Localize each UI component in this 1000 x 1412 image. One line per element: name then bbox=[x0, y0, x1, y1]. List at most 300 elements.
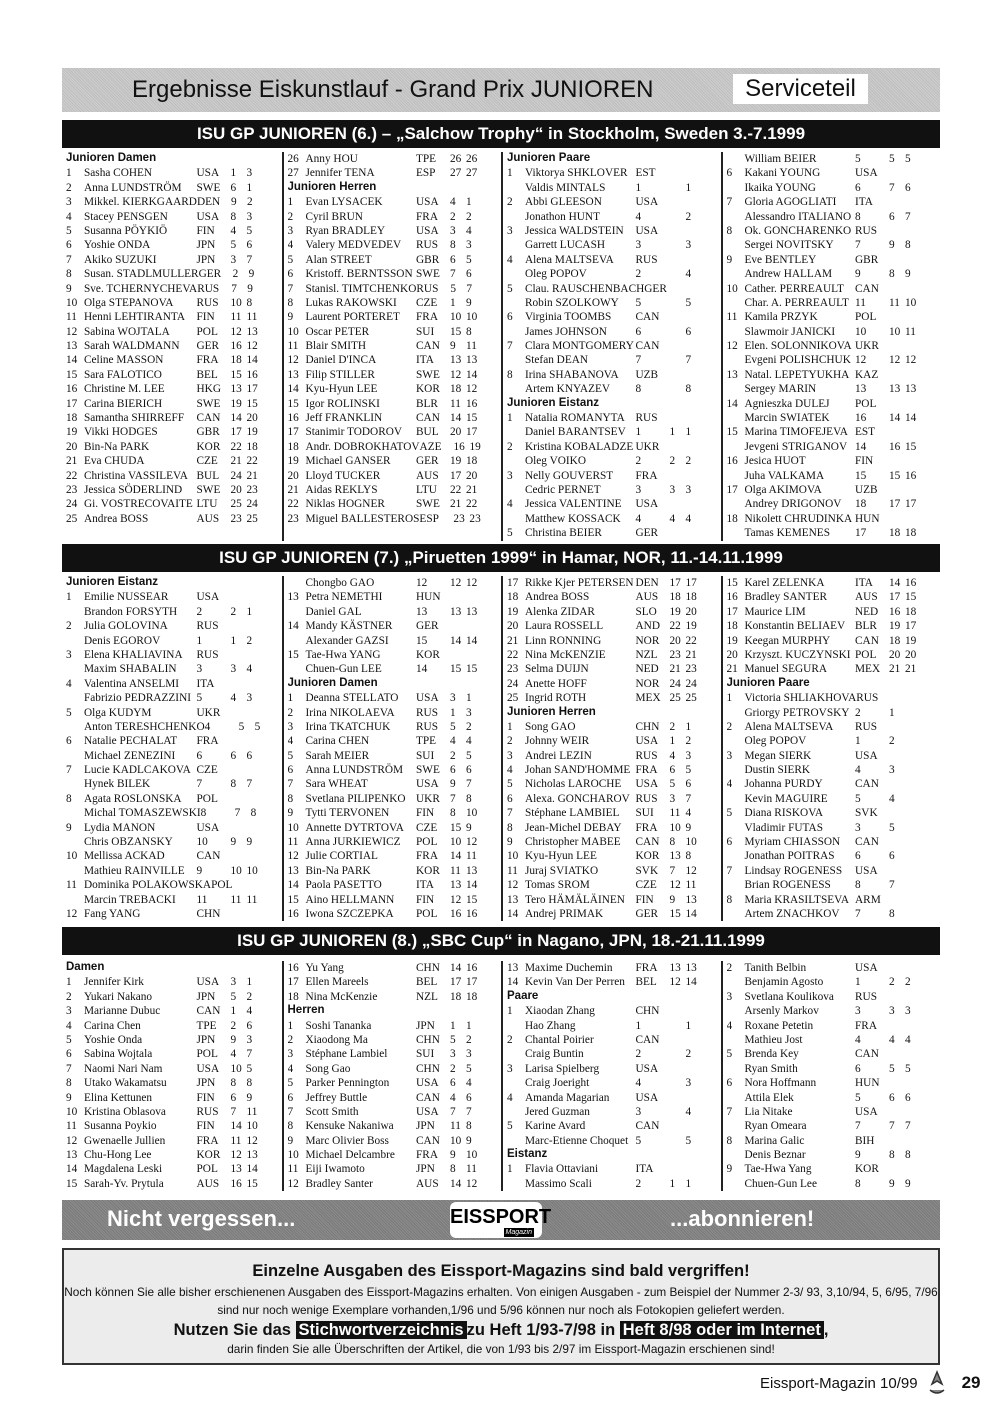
cell-score-2: 19 bbox=[905, 634, 917, 647]
cell-score-1: 13 bbox=[450, 605, 462, 618]
cell-score-1 bbox=[889, 310, 905, 324]
cell-score-2: 5 bbox=[254, 720, 261, 733]
cell-score-1 bbox=[889, 990, 905, 1004]
cell-score-1: 1 bbox=[230, 1005, 237, 1018]
cell-rank: 4 bbox=[287, 239, 294, 252]
cell-nation: POL bbox=[196, 1048, 218, 1061]
cell-score-3 bbox=[482, 325, 498, 339]
cell-nation: LTU bbox=[196, 498, 218, 511]
cell-score-3 bbox=[921, 763, 937, 777]
result-row bbox=[507, 821, 718, 835]
cell-score-2 bbox=[905, 397, 921, 411]
cell-rank: 21 bbox=[66, 455, 78, 468]
cell-rank: 4 bbox=[287, 735, 294, 748]
cell-name: Jeff FRANKLIN bbox=[305, 412, 383, 425]
cell-name: Oscar PETER bbox=[305, 325, 370, 338]
result-row bbox=[507, 662, 718, 676]
cell-name: Marianne Dubuc bbox=[84, 1005, 161, 1018]
result-row bbox=[66, 763, 279, 777]
cell-name: Fang YANG bbox=[84, 907, 141, 920]
cell-rank: 11 bbox=[287, 836, 299, 849]
cell-score-1: 14 bbox=[889, 412, 901, 425]
cell-score-3 bbox=[702, 634, 718, 648]
cell-nation: EST bbox=[855, 426, 876, 439]
cell-nation: 2 bbox=[635, 455, 642, 468]
cell-rank bbox=[288, 605, 306, 619]
cell-name: Aino HELLMANN bbox=[305, 893, 395, 906]
result-row bbox=[727, 397, 938, 411]
cell-name: Anna LUNDSTRÖM bbox=[84, 181, 182, 194]
cell-nation: UKR bbox=[416, 792, 440, 805]
category-heading: Junioren Herren bbox=[507, 705, 596, 718]
cell-score-1: 4 bbox=[230, 692, 237, 705]
cell-score-2: 4 bbox=[466, 1077, 472, 1090]
cell-score-3 bbox=[482, 907, 498, 921]
cell-rank: 20 bbox=[726, 648, 738, 661]
cell-score-3 bbox=[482, 634, 498, 648]
cell-score-3 bbox=[921, 1076, 937, 1090]
cell-score-1: 19 bbox=[889, 620, 901, 633]
cell-score-2: 4 bbox=[246, 663, 253, 676]
cell-score-1: 19 bbox=[230, 397, 242, 410]
cell-name: Johanna PURDY bbox=[744, 778, 823, 791]
cell-name: Susanna Poykio bbox=[84, 1120, 157, 1133]
result-row bbox=[288, 397, 499, 411]
cell-score-1: 21 bbox=[889, 663, 901, 676]
cell-rank: 7 bbox=[507, 807, 513, 820]
result-row bbox=[288, 1105, 499, 1119]
result-row bbox=[66, 835, 279, 849]
cell-name: James JOHNSON bbox=[525, 325, 607, 338]
result-row bbox=[288, 1134, 499, 1148]
cell-score-1: 11 bbox=[230, 893, 242, 906]
cell-score-1: 6 bbox=[230, 1091, 237, 1104]
result-row bbox=[288, 619, 499, 633]
cell-score-2 bbox=[905, 1047, 921, 1061]
cell-score-2: 2 bbox=[246, 634, 253, 647]
cell-rank: 16 bbox=[287, 412, 299, 425]
cell-rank: 17 bbox=[287, 426, 299, 439]
cell-rank: 17 bbox=[507, 577, 519, 589]
cell-name: Jevgeni STRIGANOV bbox=[744, 440, 848, 453]
result-row bbox=[288, 720, 499, 734]
cell-nation: FIN bbox=[416, 807, 435, 820]
cell-nation: 14 bbox=[416, 663, 428, 676]
result-row bbox=[507, 1033, 718, 1047]
cell-name: Griorgy PETROVSKY bbox=[744, 706, 850, 719]
cell-nation: USA bbox=[196, 210, 220, 223]
cell-score-1: 13 bbox=[230, 383, 242, 396]
cell-score-1: 9 bbox=[230, 836, 237, 849]
cell-rank: 3 bbox=[507, 469, 513, 482]
cell-score-3 bbox=[921, 806, 937, 820]
cell-score-3 bbox=[922, 691, 937, 705]
cell-rank: 8 bbox=[287, 792, 294, 805]
result-row bbox=[288, 864, 499, 878]
cell-name: Carina Chen bbox=[84, 1019, 141, 1032]
cell-score-2: 13 bbox=[685, 962, 697, 974]
cell-nation: BLR bbox=[416, 397, 438, 410]
cell-score-3 bbox=[482, 662, 498, 676]
result-row bbox=[66, 1177, 279, 1191]
cell-score-3 bbox=[263, 777, 279, 791]
cell-score-2: 14 bbox=[246, 354, 258, 367]
cell-nation: CZE bbox=[196, 455, 218, 468]
cell-name: Bradley SANTER bbox=[744, 591, 828, 604]
cell-name: Artem ZNACHKOV bbox=[744, 907, 840, 920]
cell-nation: 6 bbox=[855, 1062, 861, 1075]
cell-name: Lydia MANON bbox=[84, 821, 156, 834]
cell-score-3 bbox=[263, 1019, 279, 1033]
cell-score-2 bbox=[686, 166, 702, 180]
cell-score-1 bbox=[450, 648, 466, 662]
cell-nation: 6 bbox=[196, 749, 203, 762]
cell-nation: 8 bbox=[855, 210, 861, 223]
cell-rank bbox=[727, 152, 745, 166]
cell-score-1 bbox=[670, 1162, 686, 1176]
cell-nation: FIN bbox=[855, 455, 874, 468]
cell-name: Andrew HALLAM bbox=[744, 268, 833, 281]
result-row bbox=[507, 835, 718, 849]
cell-rank: 7 bbox=[726, 196, 733, 209]
cell-nation: USA bbox=[416, 1077, 439, 1090]
cell-score-2 bbox=[247, 907, 263, 921]
cell-rank: 7 bbox=[507, 340, 513, 353]
cell-score-2: 4 bbox=[466, 735, 472, 748]
cell-score-1: 16 bbox=[230, 1177, 242, 1190]
result-row bbox=[66, 1134, 279, 1148]
cell-score-1: 7 bbox=[889, 879, 895, 892]
result-row bbox=[288, 749, 499, 763]
cell-name: Artem KNYAZEV bbox=[525, 383, 611, 396]
cell-rank: 4 bbox=[507, 498, 513, 511]
cell-nation: TPE bbox=[416, 153, 437, 165]
cell-score-2: 7 bbox=[466, 1105, 472, 1118]
result-row bbox=[288, 425, 499, 439]
cell-score-3 bbox=[702, 1076, 718, 1090]
cell-nation: 2 bbox=[635, 1177, 642, 1190]
result-row bbox=[66, 1076, 279, 1090]
cell-rank bbox=[727, 706, 745, 720]
cell-score-2: 14 bbox=[466, 879, 478, 892]
cell-name: Kamila PRZYK bbox=[744, 311, 818, 324]
cell-score-2 bbox=[905, 806, 921, 820]
result-row bbox=[66, 397, 279, 411]
cell-name: Marcin SWIATEK bbox=[744, 412, 830, 425]
cell-name: Alena MALTSEVA bbox=[525, 253, 614, 266]
cell-score-1: 7 bbox=[450, 268, 456, 281]
cell-score-1: 15 bbox=[230, 368, 242, 381]
result-row bbox=[727, 605, 938, 619]
cell-rank: 1 bbox=[287, 196, 294, 209]
cell-rank: 26 bbox=[287, 153, 299, 165]
cell-score-3 bbox=[482, 835, 498, 849]
cell-score-3 bbox=[921, 253, 937, 267]
cell-score-1 bbox=[231, 706, 247, 720]
cell-score-1: 18 bbox=[889, 634, 901, 647]
cell-score-2: 18 bbox=[905, 605, 917, 618]
cell-score-3 bbox=[482, 152, 498, 166]
cell-score-2: 17 bbox=[685, 577, 697, 589]
cell-score-2: 7 bbox=[466, 778, 472, 791]
cell-score-2: 4 bbox=[905, 1033, 911, 1046]
cell-rank: 7 bbox=[287, 778, 294, 791]
cell-score-1 bbox=[670, 1134, 686, 1148]
result-row bbox=[727, 907, 938, 921]
cell-score-3 bbox=[482, 368, 498, 382]
cell-score-2: 17 bbox=[466, 976, 478, 989]
result-row bbox=[66, 662, 279, 676]
result-row bbox=[288, 1019, 499, 1033]
cell-name: Johan SAND'HOMME bbox=[525, 764, 631, 777]
cell-name: Brenda Key bbox=[744, 1048, 799, 1061]
cell-score-2: 5 bbox=[905, 153, 911, 165]
cell-rank: 4 bbox=[66, 677, 72, 690]
cell-score-2 bbox=[905, 282, 921, 296]
result-row bbox=[66, 1004, 279, 1018]
cell-nation: CAN bbox=[635, 311, 660, 324]
cell-nation: HUN bbox=[416, 591, 441, 604]
result-row bbox=[727, 210, 938, 224]
cell-name: Virginia TOOMBS bbox=[525, 311, 612, 324]
cell-score-2 bbox=[905, 990, 921, 1004]
result-row bbox=[66, 749, 279, 763]
cell-rank: 15 bbox=[726, 577, 738, 589]
cell-nation: POL bbox=[416, 907, 438, 920]
result-row bbox=[727, 590, 938, 604]
cell-score-3 bbox=[482, 166, 498, 180]
cell-name: Eva CHUDA bbox=[84, 455, 145, 468]
result-row bbox=[727, 1148, 938, 1162]
cell-score-3 bbox=[921, 821, 937, 835]
cell-rank: 1 bbox=[507, 412, 513, 425]
cell-score-1: 1 bbox=[230, 167, 237, 180]
result-row bbox=[288, 368, 499, 382]
cell-rank: 22 bbox=[66, 469, 78, 482]
cell-score-3 bbox=[921, 961, 937, 975]
results-table bbox=[62, 961, 940, 1191]
cell-score-1: 14 bbox=[450, 962, 462, 974]
cell-score-1: 6 bbox=[889, 850, 895, 863]
cell-name: Alessandro ITALIANO bbox=[744, 210, 852, 223]
cell-score-2: 8 bbox=[466, 325, 472, 338]
cell-nation: 3 bbox=[196, 663, 203, 676]
cell-score-2: 14 bbox=[905, 412, 917, 425]
cell-score-3 bbox=[702, 339, 718, 353]
cell-name: Ingrid ROTH bbox=[525, 692, 587, 705]
cell-score-3 bbox=[482, 691, 498, 705]
result-row bbox=[507, 907, 718, 921]
cell-score-2: 5 bbox=[466, 749, 472, 762]
cell-nation: FIN bbox=[635, 893, 654, 906]
cell-score-2: 5 bbox=[905, 1062, 911, 1075]
cell-rank bbox=[727, 1033, 745, 1047]
cell-rank bbox=[727, 763, 745, 777]
cell-rank bbox=[507, 512, 525, 526]
result-row bbox=[66, 224, 279, 238]
cell-nation: CAN bbox=[855, 282, 879, 295]
cell-rank: 19 bbox=[66, 426, 78, 439]
page-number: 29 bbox=[961, 1373, 981, 1392]
cell-rank: 14 bbox=[287, 879, 299, 892]
cell-name: Chu-Hong Lee bbox=[84, 1149, 152, 1162]
cell-name: Massimo Scali bbox=[525, 1177, 592, 1190]
cell-score-1: 18 bbox=[450, 990, 462, 1003]
results-column bbox=[282, 576, 502, 921]
cell-rank: 19 bbox=[287, 455, 299, 468]
cell-name: Ok. GONCHARENKO bbox=[744, 224, 852, 237]
category-heading: Junioren Paare bbox=[507, 152, 591, 164]
cell-name: Marc Olivier Boss bbox=[305, 1134, 389, 1147]
result-row bbox=[727, 1134, 938, 1148]
cell-score-2: 8 bbox=[246, 1077, 253, 1090]
cell-score-3 bbox=[702, 576, 718, 590]
cell-nation: FIN bbox=[196, 224, 215, 237]
cell-name: Matthew KOSSACK bbox=[525, 512, 621, 525]
cell-score-2 bbox=[905, 339, 921, 353]
result-row bbox=[66, 210, 279, 224]
cell-score-3 bbox=[702, 181, 718, 195]
cell-nation: 6 bbox=[635, 325, 642, 338]
cell-name: Nikolett CHRUDINKA bbox=[744, 512, 853, 525]
cell-score-3 bbox=[702, 734, 718, 748]
cell-nation: NOR bbox=[635, 634, 660, 647]
cell-name: Nina McKenzie bbox=[305, 990, 378, 1003]
cell-rank: 1 bbox=[507, 1005, 513, 1018]
cell-rank: 13 bbox=[507, 962, 519, 974]
cell-rank: 3 bbox=[287, 1048, 294, 1061]
result-row bbox=[507, 512, 718, 526]
notice-body: Noch können Sie alle bisher erschienenen Ausgaben des Eissport-Magazins erhalten. Von einigen Ausgaben - zum Beispiel der Nummer 2-3/ 93, 3,10/94, 5, 6/95, 7/96 sind nur noch wenige Exemplare vorhanden,1/96 und 5/96 können nur noch als Fotokopien geliefert werden. bbox=[64, 1285, 938, 1317]
cell-score-2: 9 bbox=[248, 268, 255, 281]
result-row bbox=[507, 777, 718, 791]
cell-nation: SWE bbox=[196, 397, 221, 410]
cell-nation: USA bbox=[196, 591, 220, 604]
cell-score-1: 13 bbox=[669, 850, 681, 863]
cell-nation: 8 bbox=[855, 879, 861, 892]
cell-score-3 bbox=[702, 1119, 718, 1133]
cell-score-1: 6 bbox=[230, 181, 237, 194]
cell-score-2 bbox=[247, 648, 263, 662]
cell-score-1: 20 bbox=[230, 483, 242, 496]
result-row bbox=[66, 339, 279, 353]
cell-score-1 bbox=[889, 777, 905, 791]
cell-score-3 bbox=[482, 619, 498, 633]
cell-name: Anna LUNDSTRÖM bbox=[305, 764, 404, 777]
cell-name: Myriam CHIASSON bbox=[744, 836, 841, 849]
cell-score-1: 25 bbox=[669, 692, 681, 705]
cell-score-2: 6 bbox=[246, 749, 253, 762]
result-row bbox=[288, 483, 499, 497]
cell-name: Michael Delcambre bbox=[305, 1149, 395, 1162]
cell-rank bbox=[66, 806, 84, 820]
cell-score-1 bbox=[450, 619, 466, 633]
cell-score-3 bbox=[482, 1119, 498, 1133]
cell-score-1: 2 bbox=[669, 720, 676, 733]
cell-name: Jean-Michel DEBAY bbox=[525, 821, 622, 834]
cell-name: Anette HOFF bbox=[525, 677, 587, 690]
result-row bbox=[727, 878, 938, 892]
cell-score-3 bbox=[921, 777, 937, 791]
cell-rank bbox=[727, 526, 745, 540]
cell-score-1: 16 bbox=[889, 440, 901, 453]
cell-score-1 bbox=[231, 734, 247, 748]
cell-score-3 bbox=[921, 749, 937, 763]
result-row bbox=[66, 181, 279, 195]
cell-name: Alexa. GONCHAROV bbox=[525, 792, 630, 805]
cell-nation: RUS bbox=[416, 706, 438, 719]
cell-nation: 3 bbox=[855, 1005, 861, 1018]
cell-score-3 bbox=[263, 763, 279, 777]
cell-nation: 7 bbox=[196, 778, 203, 791]
category-heading: Damen bbox=[66, 961, 105, 973]
cell-score-1: 17 bbox=[669, 577, 681, 589]
cell-score-3 bbox=[482, 734, 498, 748]
result-row bbox=[727, 1162, 938, 1176]
cell-rank bbox=[507, 353, 525, 367]
result-row bbox=[507, 734, 718, 748]
cell-nation: SUI bbox=[635, 807, 654, 820]
cell-nation: HKG bbox=[196, 383, 221, 396]
cell-score-3 bbox=[921, 1148, 937, 1162]
cell-score-2 bbox=[466, 590, 482, 604]
cell-score-3 bbox=[702, 166, 718, 180]
cell-name: Svetlana PILIPENKO bbox=[305, 792, 406, 805]
result-row bbox=[288, 835, 499, 849]
cell-score-1 bbox=[670, 339, 686, 353]
result-row bbox=[66, 1033, 279, 1047]
cell-rank: 18 bbox=[66, 412, 78, 425]
cell-name: Ryan Omeara bbox=[744, 1120, 807, 1133]
cell-name: Susanna PÖYKIÖ bbox=[84, 224, 168, 237]
cell-name: Tae-Hwa YANG bbox=[305, 648, 381, 661]
cell-score-2 bbox=[905, 224, 921, 238]
cell-score-3 bbox=[263, 975, 279, 989]
result-row bbox=[66, 454, 279, 468]
result-row bbox=[288, 849, 499, 863]
notice-box bbox=[62, 1248, 940, 1365]
cell-rank: 9 bbox=[287, 311, 294, 324]
cell-score-1: 13 bbox=[450, 879, 462, 892]
result-row bbox=[288, 411, 499, 425]
cell-nation: FRA bbox=[196, 1134, 219, 1147]
cell-name: Elena KHALIAVINA bbox=[84, 648, 183, 661]
cell-score-3 bbox=[921, 152, 937, 166]
cell-name: Laura ROSSELL bbox=[525, 620, 604, 633]
cell-nation: AUS bbox=[196, 1177, 220, 1190]
cell-score-1: 15 bbox=[450, 325, 462, 338]
cell-score-2: 18 bbox=[466, 455, 478, 468]
cell-rank bbox=[727, 296, 745, 310]
cell-nation: LTU bbox=[416, 483, 437, 496]
cell-score-3 bbox=[921, 1177, 937, 1191]
cell-rank: 6 bbox=[726, 836, 733, 849]
cell-score-1: 12 bbox=[889, 354, 901, 367]
cell-score-2: 19 bbox=[469, 440, 481, 453]
cell-score-2: 3 bbox=[685, 239, 692, 252]
cell-score-2: 5 bbox=[466, 253, 472, 266]
cell-score-2: 13 bbox=[466, 864, 478, 877]
cell-score-2 bbox=[905, 310, 921, 324]
cell-score-1: 20 bbox=[669, 634, 681, 647]
result-row bbox=[727, 777, 938, 791]
notice-headline: Einzelne Ausgaben des Eissport-Magazins sind bald vergriffen! bbox=[252, 1262, 750, 1280]
cell-score-3 bbox=[921, 1062, 937, 1076]
cell-score-2 bbox=[686, 1162, 702, 1176]
cell-name: Jennifer TENA bbox=[305, 167, 375, 180]
cell-score-3 bbox=[921, 1004, 937, 1018]
cell-score-3 bbox=[702, 975, 718, 989]
